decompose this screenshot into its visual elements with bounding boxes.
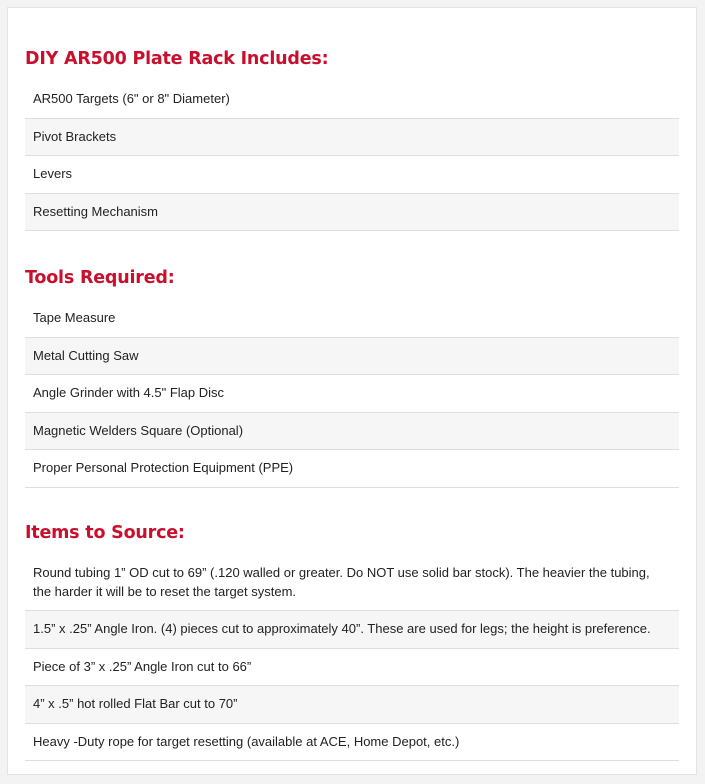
list-item: Piece of 3” x .25” Angle Iron cut to 66” xyxy=(25,648,679,686)
list-item: 4” x .5” hot rolled Flat Bar cut to 70” xyxy=(25,685,679,723)
list-item: Magnetic Welders Square (Optional) xyxy=(25,412,679,450)
list-item: Round tubing 1” OD cut to 69” (.120 walled or greater. Do NOT use solid bar stock). The heavier the tubing, the harder it will be to reset the target system. xyxy=(33,565,650,599)
list-item: Tape Measure xyxy=(33,310,116,325)
section-plate-rack-includes xyxy=(25,44,679,231)
section-items-to-source xyxy=(25,518,679,761)
list-item: Pivot Brackets xyxy=(25,118,679,156)
list-item: Levers xyxy=(25,155,679,193)
section-heading: Items to Source: xyxy=(25,523,185,543)
tools-list xyxy=(25,300,679,488)
list-item: Angle Grinder with 4.5" Flap Disc xyxy=(25,374,679,412)
section-tools-required xyxy=(25,263,679,488)
list-item: Resetting Mechanism xyxy=(25,193,679,231)
includes-list xyxy=(25,81,679,231)
list-item: 1.5” x .25” Angle Iron. (4) pieces cut to approximately 40”. These are used for legs; the height is preference. xyxy=(25,610,679,648)
section-heading: DIY AR500 Plate Rack Includes: xyxy=(25,49,329,69)
section-heading: Tools Required: xyxy=(25,268,175,288)
list-item: AR500 Targets (6" or 8" Diameter) xyxy=(33,91,230,106)
source-list xyxy=(25,555,679,761)
list-item: Heavy -Duty rope for target resetting (available at ACE, Home Depot, etc.) xyxy=(25,723,679,761)
page-top-band xyxy=(0,0,705,7)
list-item: Proper Personal Protection Equipment (PPE) xyxy=(25,449,679,487)
content-card xyxy=(7,7,697,775)
list-item: Metal Cutting Saw xyxy=(25,337,679,375)
